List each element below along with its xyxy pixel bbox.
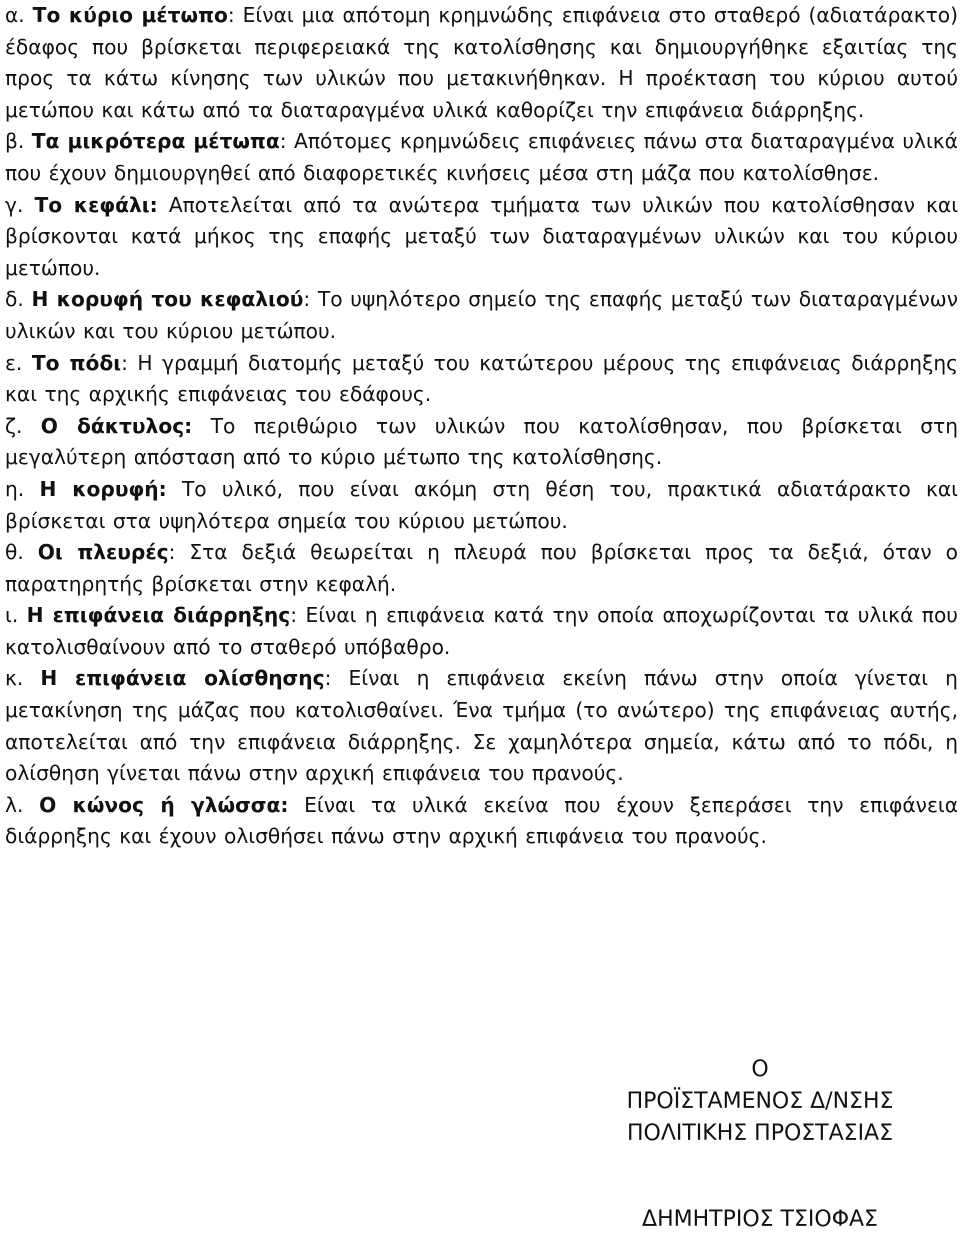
entry-term: Οι πλευρές — [37, 540, 169, 565]
entry-letter: α. — [5, 3, 25, 27]
definition-entry — [5, 126, 958, 189]
entry-letter: κ. — [5, 666, 24, 691]
entry-text: Είναι η επιφάνεια εκείνη πάνω στην οποία γίνεται η μετακίνηση της μάζας που κατολισθαίνει. Ένα τμήμα (το ανώτερο) της επιφάνειας αυτής, αποτελείται από την επιφάνεια διάρρηξης. Σε χαμηλότερα σημεία, κάτω από το πόδι, η ολίσθηση γίνεται πάνω στην αρχική επιφάνεια του πρανούς. — [5, 666, 958, 786]
entry-text: Η γραμμή διατομής μεταξύ του κατώτερου μέρους της επιφάνειας διάρρηξης και της αρχικής επιφάνειας του εδάφους. — [5, 350, 959, 407]
definition-entry — [5, 411, 958, 474]
definition-entry — [5, 600, 958, 663]
definition-entry — [5, 663, 958, 789]
signature-space — [560, 1150, 960, 1204]
entry-term: Η επιφάνεια διάρρηξης — [26, 603, 291, 628]
entry-letter: δ. — [5, 287, 24, 312]
entry-text: Είναι τα υλικά εκείνα που έχουν ξεπεράσει την επιφάνεια διάρρηξης και έχουν ολισθήσει πάνω στην αρχική επιφάνεια του πρανούς. — [5, 792, 959, 849]
definition-entry — [5, 0, 958, 126]
entry-term: Το κεφάλι: — [34, 192, 158, 217]
entry-letter: β. — [5, 129, 25, 154]
entry-term: Το πόδι — [31, 350, 122, 375]
signature-block — [560, 1054, 960, 1236]
entry-term: Η κορυφή: — [39, 476, 167, 501]
entry-term: Ο δάκτυλος: — [40, 413, 193, 438]
definition-entry — [5, 474, 958, 537]
entry-separator: : — [290, 603, 298, 628]
entry-term: Ο κώνος ή γλώσσα: — [39, 792, 289, 817]
entry-letter: λ. — [5, 792, 24, 817]
entry-term: Τα μικρότερα μέτωπα — [31, 129, 280, 154]
entry-term: Η επιφάνεια ολίσθησης — [40, 666, 325, 691]
definition-entry — [5, 790, 958, 853]
entry-letter: γ. — [5, 192, 24, 217]
entry-term: Το κύριο μέτωπο — [32, 3, 228, 27]
entry-letter: ζ. — [5, 413, 23, 438]
signature-article: Ο — [751, 1057, 769, 1082]
definition-entry — [5, 284, 958, 347]
definition-entry — [5, 190, 958, 285]
entry-text: Το περιθώριο των υλικών που κατολίσθησαν, που βρίσκεται στη μεγαλύτερη απόσταση από το κύριο μέτωπο της κατολίσθησης. — [5, 413, 958, 470]
entry-letter: θ. — [5, 540, 24, 565]
entry-letter: ε. — [5, 350, 23, 375]
entry-separator: : — [279, 129, 287, 154]
entry-separator: : — [303, 287, 311, 312]
entry-separator: : — [121, 350, 128, 375]
entry-text: Το υλικό, που είναι ακόμη στη θέση του, πρακτικά αδιατάρακτο και βρίσκεται στα υψηλότερα σημεία του κύριου μετώπου. — [5, 476, 958, 533]
entry-letter: η. — [5, 476, 25, 501]
entry-separator: : — [227, 3, 235, 27]
entry-text: Απότομες κρημνώδεις επιφάνειες πάνω στα διαταραγμένα υλικά που έχουν δημιουργηθεί από διαφορετικές κινήσεις μέσα στη μάζα που κατολίσθησε. — [5, 129, 958, 185]
entry-text: Είναι η επιφάνεια κατά την οποία αποχωρίζονται τα υλικά που κατολισθαίνουν από το σταθερό υπόβαθρο. — [5, 603, 958, 659]
entry-text: Το υψηλότερο σημείο της επαφής μεταξύ των διαταραγμένων υλικών και του κύριου μετώπου. — [5, 287, 958, 343]
entry-text: Αποτελείται από τα ανώτερα τμήματα των υλικών που κατολίσθησαν και βρίσκονται κατά μήκος της επαφής μεταξύ των διαταραγμένων υλικών και του κύριου μετώπου. — [5, 192, 959, 280]
definition-entry — [5, 537, 958, 600]
entry-term: Η κορυφή του κεφαλιού — [31, 287, 304, 312]
entry-text: Στα δεξιά θεωρείται η πλευρά που βρίσκεται προς τα δεξιά, όταν ο παρατηρητής βρίσκεται στην κεφαλή. — [5, 540, 959, 596]
definition-entry — [5, 348, 958, 411]
entry-separator: : — [324, 666, 332, 691]
definitions-list — [5, 0, 958, 853]
signature-department: ΠΟΛΙΤΙΚΗΣ ΠΡΟΣΤΑΣΙΑΣ — [626, 1121, 894, 1146]
entry-text: Είναι μια απότομη κρημνώδης επιφάνεια στο σταθερό (αδιατάρακτο) έδαφος που βρίσκεται περιφερειακά της κατολίσθησης και δημιουργήθηκε εξαιτίας της προς τα κάτω κίνησης των υλικών που μετακινήθηκαν. Η προέκταση του κύριου αυτού μετώπου και κάτω από τα διαταραγμένα υλικά καθορίζει την επιφάνεια διάρρηξης. — [5, 3, 959, 122]
entry-separator: : — [168, 540, 176, 565]
signatory-name: ΔΗΜΗΤΡΙΟΣ ΤΣΙΟΦΑΣ — [642, 1207, 878, 1232]
signature-title: ΠΡΟΪΣΤΑΜΕΝΟΣ Δ/ΝΣΗΣ — [626, 1089, 894, 1114]
entry-letter: ι. — [5, 603, 19, 628]
